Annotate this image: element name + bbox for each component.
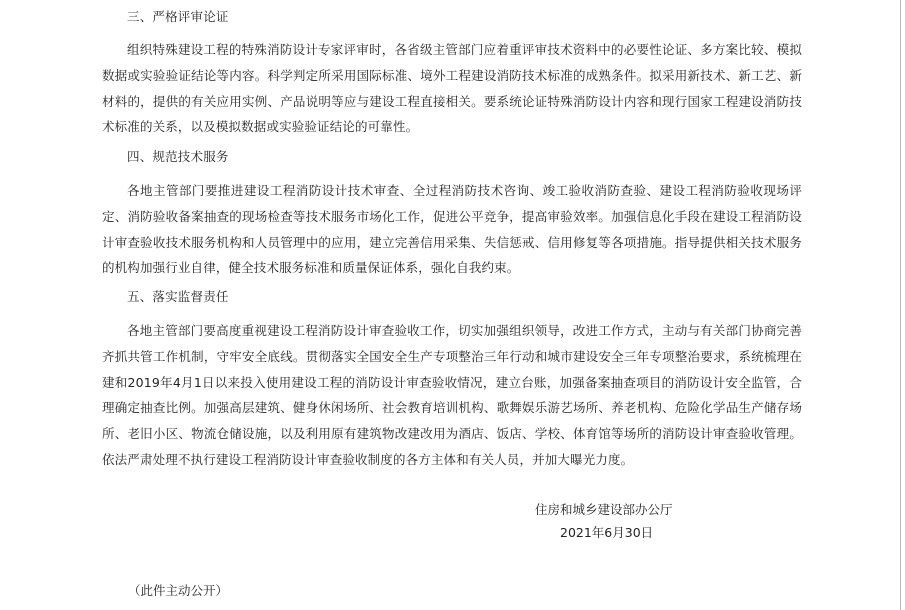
section-heading-5: 五、落实监督责任 xyxy=(127,289,229,304)
signature-date: 2021年6月30日 xyxy=(560,525,654,540)
section-heading-3: 三、严格评审论证 xyxy=(127,9,229,24)
section-heading-4: 四、规范技术服务 xyxy=(127,149,229,164)
page-edge-divider xyxy=(900,0,901,610)
section-paragraph-3: 组织特殊建设工程的特殊消防设计专家评审时，各省级主管部门应着重评审技术资料中的必要性论证、多方案比较、模拟数据或实验验证结论等内容。科学判定所采用国际标准、境外工程建设消防技术标准的成熟条件。拟采用新技术、新工艺、新材料的，提供的有关应用实例、产品说明等应与建设工程直接相关。要系统论证特殊消防设计内容和现行国家工程建设消防技术标准的关系，以及模拟数据或实验验证结论的可靠性。 xyxy=(102,42,802,135)
disclosure-note: （此件主动公开） xyxy=(128,583,229,598)
section-paragraph-4: 各地主管部门要推进建设工程消防设计技术审查、全过程消防技术咨询、竣工验收消防查验、建设工程消防验收现场评定、消防验收备案抽查的现场检查等技术服务市场化工作，促进公平竞争，提高审验效率。加强信息化手段在建设工程消防设计审查验收技术服务机构和人员管理中的应用，建立完善信用采集、失信惩戒、信用修复等各项措施。指导提供相关技术服务的机构加强行业自律，健全技术服务标准和质量保证体系，强化自我约束。 xyxy=(102,183,802,276)
section-paragraph-5: 各地主管部门要高度重视建设工程消防设计审查验收工作，切实加强组织领导，改进工作方式，主动与有关部门协商完善齐抓共管工作机制，守牢安全底线。贯彻落实全国安全生产专项整治三年行动和城市建设安全三年专项整治要求，系统梳理在建和2019年4月1日以来投入使用建设工程的消防设计审查验收情况，建立台账，加强备案抽查项目的消防设计安全监管，合理确定抽查比例。加强高层建筑、健身休闲场所、社会教育培训机构、歌舞娱乐游艺场所、养老机构、危险化学品生产储存场所、老旧小区、物流仓储设施，以及利用原有建筑物改建改用为酒店、饭店、学校、体育馆等场所的消防设计审查验收管理。依法严肃处理不执行建设工程消防设计审查验收制度的各方主体和有关人员，并加大曝光力度。 xyxy=(102,323,802,467)
signature-organization: 住房和城乡建设部办公厅 xyxy=(535,502,673,517)
